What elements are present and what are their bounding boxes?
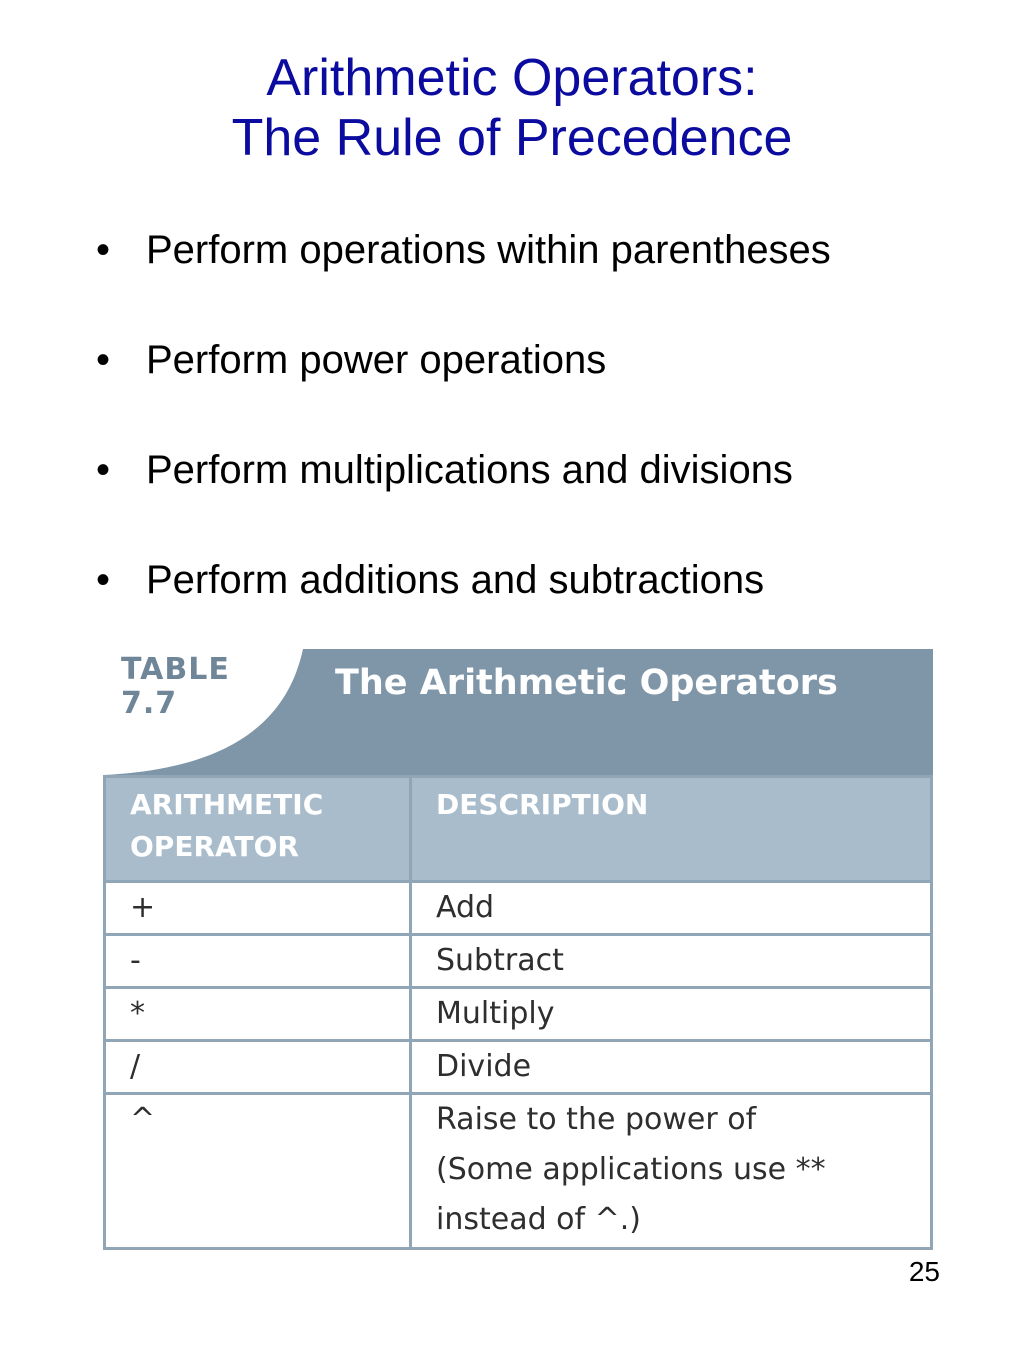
cell-description-line-3: instead of ^.) bbox=[436, 1202, 641, 1237]
cell-description-line-2: (Some applications use ** bbox=[436, 1152, 826, 1187]
header-description: DESCRIPTION bbox=[411, 777, 932, 882]
table-row bbox=[105, 1094, 932, 1249]
cell-operator: * bbox=[105, 988, 411, 1041]
header-operator-line-1: ARITHMETIC bbox=[130, 788, 324, 821]
cell-description: Multiply bbox=[411, 988, 932, 1041]
slide-title bbox=[0, 48, 1024, 168]
cell-operator: ^ bbox=[105, 1094, 411, 1249]
cell-description: Add bbox=[411, 882, 932, 935]
bullet-marker: • bbox=[96, 558, 111, 602]
table-title: The Arithmetic Operators bbox=[335, 663, 838, 703]
cell-description: Divide bbox=[411, 1041, 932, 1094]
page-number: 25 bbox=[908, 1256, 940, 1287]
cell-operator: - bbox=[105, 935, 411, 988]
bullet-marker: • bbox=[96, 228, 111, 272]
slide-title-line-2: The Rule of Precedence bbox=[231, 109, 793, 167]
bullet-marker: • bbox=[96, 338, 111, 382]
table-row bbox=[105, 882, 932, 935]
bullet-text: Perform operations within parentheses bbox=[146, 228, 831, 272]
operators-grid bbox=[103, 775, 933, 1250]
arithmetic-operators-table bbox=[103, 649, 933, 1241]
slide-title-line-1: Arithmetic Operators: bbox=[266, 49, 758, 107]
cell-operator: / bbox=[105, 1041, 411, 1094]
cell-description bbox=[411, 1094, 932, 1249]
header-operator bbox=[105, 777, 411, 882]
bullet-marker: • bbox=[96, 448, 111, 492]
table-label-word: TABLE bbox=[121, 652, 230, 687]
bullet-text: Perform additions and subtractions bbox=[146, 558, 765, 602]
header-operator-line-2: OPERATOR bbox=[130, 830, 299, 863]
table-row bbox=[105, 988, 932, 1041]
table-row bbox=[105, 935, 932, 988]
table-number-label bbox=[121, 653, 230, 721]
table-label-number: 7.7 bbox=[121, 686, 178, 721]
bullet-text: Perform multiplications and divisions bbox=[146, 448, 793, 492]
cell-description: Subtract bbox=[411, 935, 932, 988]
bullet-text: Perform power operations bbox=[146, 338, 607, 382]
table-title-band bbox=[103, 649, 933, 775]
table-header-row bbox=[105, 777, 932, 882]
cell-description-line-1: Raise to the power of bbox=[436, 1102, 757, 1137]
table-row bbox=[105, 1041, 932, 1094]
cell-operator: + bbox=[105, 882, 411, 935]
